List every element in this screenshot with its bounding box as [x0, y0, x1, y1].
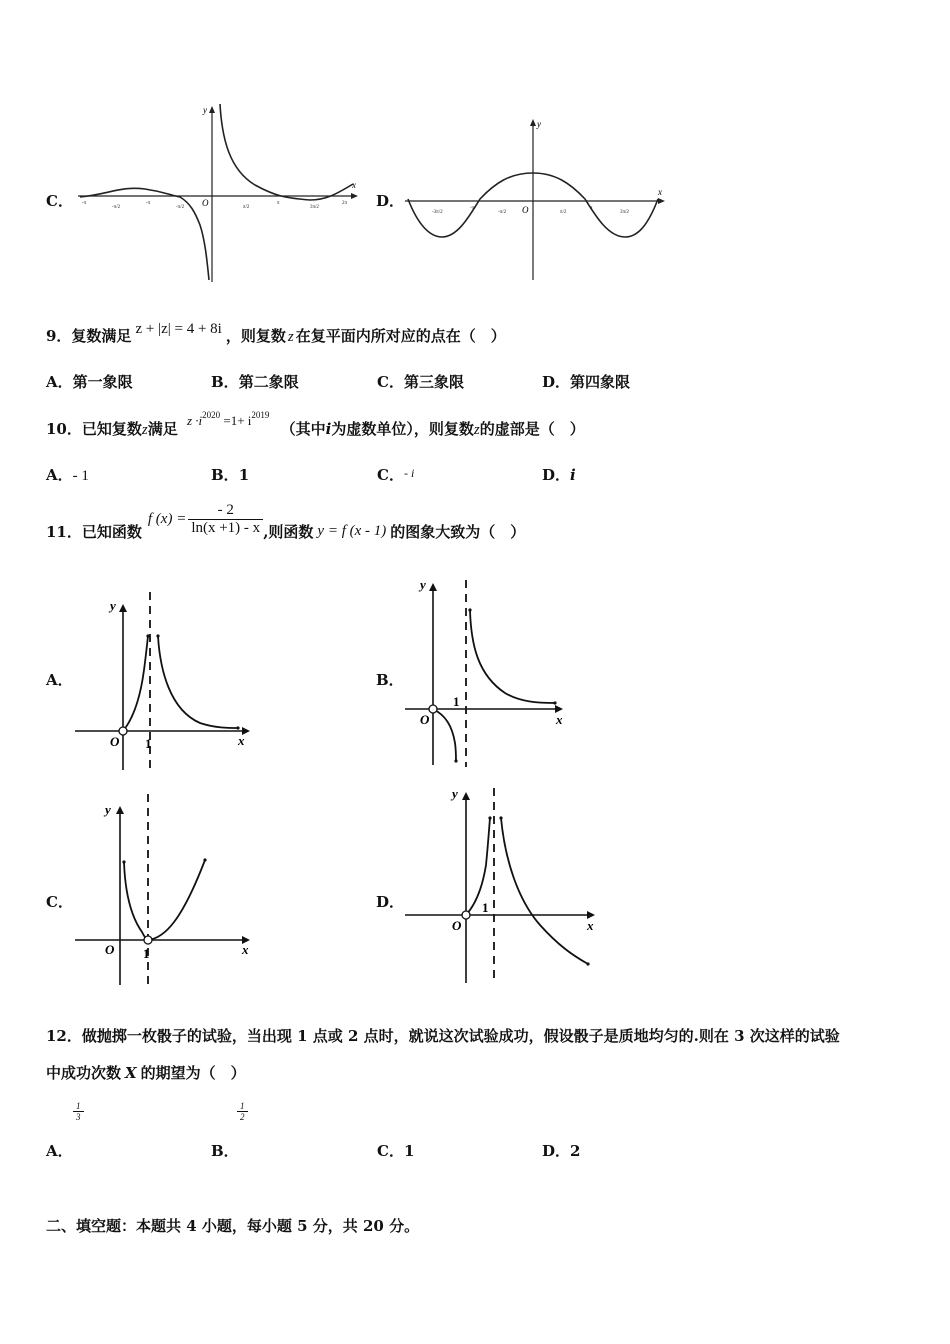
- q11-graph-d: [400, 780, 605, 990]
- q9-option-c[interactable]: C．第三象限: [377, 373, 464, 391]
- svg-text:x: x: [242, 942, 249, 957]
- svg-text:3π/2: 3π/2: [310, 205, 319, 210]
- q10-stem: 10．已知复数z满足 $z \cdot i^{2020} =1+ i^{2019}$ （其中i为虚数单位），则复数z的虚部是（ ）: [46, 410, 585, 438]
- q9-option-d[interactable]: D．第四象限: [542, 373, 631, 391]
- q10-option-c[interactable]: C．$^{- i}$: [377, 466, 415, 484]
- q8-graph-c: [70, 100, 370, 285]
- q8c-y-label: y: [203, 105, 207, 115]
- section-2-title: 二、填空题：本题共 4 小题，每小题 5 分，共 20 分。: [46, 1217, 420, 1235]
- q8c-origin: O: [202, 198, 209, 208]
- svg-text:π: π: [590, 206, 593, 211]
- svg-text:-π/2: -π/2: [176, 205, 185, 210]
- svg-text:O: O: [110, 734, 120, 749]
- svg-text:3π/2: 3π/2: [620, 210, 629, 215]
- q8c-ticks: [82, 201, 348, 210]
- q8-option-d-label: D．: [376, 192, 405, 210]
- q11-stem: 11．已知函数 f (x) = $\frac{- 2}{\ln(x +1) - x}$ ,则函数 y = f (x - 1) 的图象大致为（ ）: [46, 502, 526, 541]
- q11-option-a-label[interactable]: A．: [46, 671, 73, 689]
- q11-graph-a: [70, 590, 260, 775]
- q12-option-a[interactable]: A．: [46, 1142, 73, 1160]
- q12-option-a-fraction: $\frac{1}{3}$: [73, 1101, 84, 1122]
- svg-text:y: y: [420, 577, 426, 592]
- q10-option-a[interactable]: A．- 1: [46, 466, 89, 484]
- q12-option-b-fraction: $\frac{1}{2}$: [237, 1101, 248, 1122]
- q12-stem-line1: 12．做抛掷一枚骰子的试验，当出现 1 点或 2 点时，就说这次试验成功，假设骰子是质地均匀的.则在 3 次这样的试验: [46, 1027, 840, 1045]
- svg-text:O: O: [105, 942, 115, 957]
- q11-f-lhs: f (x) =: [147, 511, 187, 527]
- q9-option-a[interactable]: A．第一象限: [46, 373, 133, 391]
- q12-stem-line2: 中成功次数 X 的期望为（ ）: [46, 1064, 246, 1082]
- svg-text:2π: 2π: [342, 201, 348, 206]
- q11-graph-c: [70, 790, 260, 990]
- q8c-curve-left: [80, 188, 209, 280]
- svg-text:x: x: [587, 918, 594, 933]
- q10-option-b[interactable]: B．1: [211, 466, 250, 484]
- svg-text:x: x: [238, 733, 245, 748]
- q11-option-d-label[interactable]: D．: [376, 893, 405, 911]
- svg-text:1: 1: [143, 946, 150, 961]
- q11-fraction: $\frac{- 2}{\ln(x +1) - x}$: [188, 502, 263, 537]
- q9-stem: 9．复数满足 z + |z| = 4 + 8i ，则复数 z 在复平面内所对应的点在（ ）: [46, 321, 506, 345]
- q9-formula: z + |z| = 4 + 8i: [135, 321, 222, 337]
- q8d-ticks: [432, 206, 629, 215]
- q8c-x-label: x: [352, 180, 356, 190]
- q8d-x-label: x: [658, 187, 662, 197]
- svg-text:π/2: π/2: [560, 210, 567, 215]
- svg-text:O: O: [452, 918, 462, 933]
- svg-text:-π: -π: [82, 201, 87, 206]
- q10-option-d[interactable]: D．i: [542, 466, 576, 484]
- q12-option-b[interactable]: B．: [211, 1142, 239, 1160]
- q12-option-c[interactable]: C．1: [377, 1142, 415, 1160]
- q10-formula: $z \cdot i^{2020} =1+ i^{2019}$: [186, 410, 270, 428]
- svg-text:-3π/2: -3π/2: [432, 210, 443, 215]
- svg-text:-π: -π: [146, 201, 151, 206]
- svg-text:O: O: [420, 712, 430, 727]
- svg-text:1: 1: [145, 736, 152, 751]
- svg-text:1: 1: [482, 900, 489, 915]
- svg-text:y: y: [105, 802, 111, 817]
- svg-text:π: π: [277, 201, 280, 206]
- svg-text:y: y: [452, 786, 458, 801]
- svg-text:x: x: [556, 712, 563, 727]
- q12-option-d[interactable]: D．2: [542, 1142, 581, 1160]
- svg-text:y: y: [110, 598, 116, 613]
- q11-option-c-label[interactable]: C．: [46, 893, 73, 911]
- svg-text:-π/2: -π/2: [498, 210, 507, 215]
- svg-text:-π: -π: [470, 206, 475, 211]
- q8d-origin: O: [522, 205, 529, 215]
- svg-text:-π/2: -π/2: [112, 205, 121, 210]
- q11-option-b-label[interactable]: B．: [376, 671, 404, 689]
- svg-text:π/2: π/2: [243, 205, 250, 210]
- q8d-y-label: y: [537, 119, 541, 129]
- q8-option-c-label: C．: [46, 192, 73, 210]
- svg-text:1: 1: [453, 694, 460, 709]
- q8-graph-d: [400, 115, 670, 285]
- q9-option-b[interactable]: B．第二象限: [211, 373, 299, 391]
- q8c-curve-right: [220, 104, 353, 200]
- q11-graph-b: [400, 575, 580, 775]
